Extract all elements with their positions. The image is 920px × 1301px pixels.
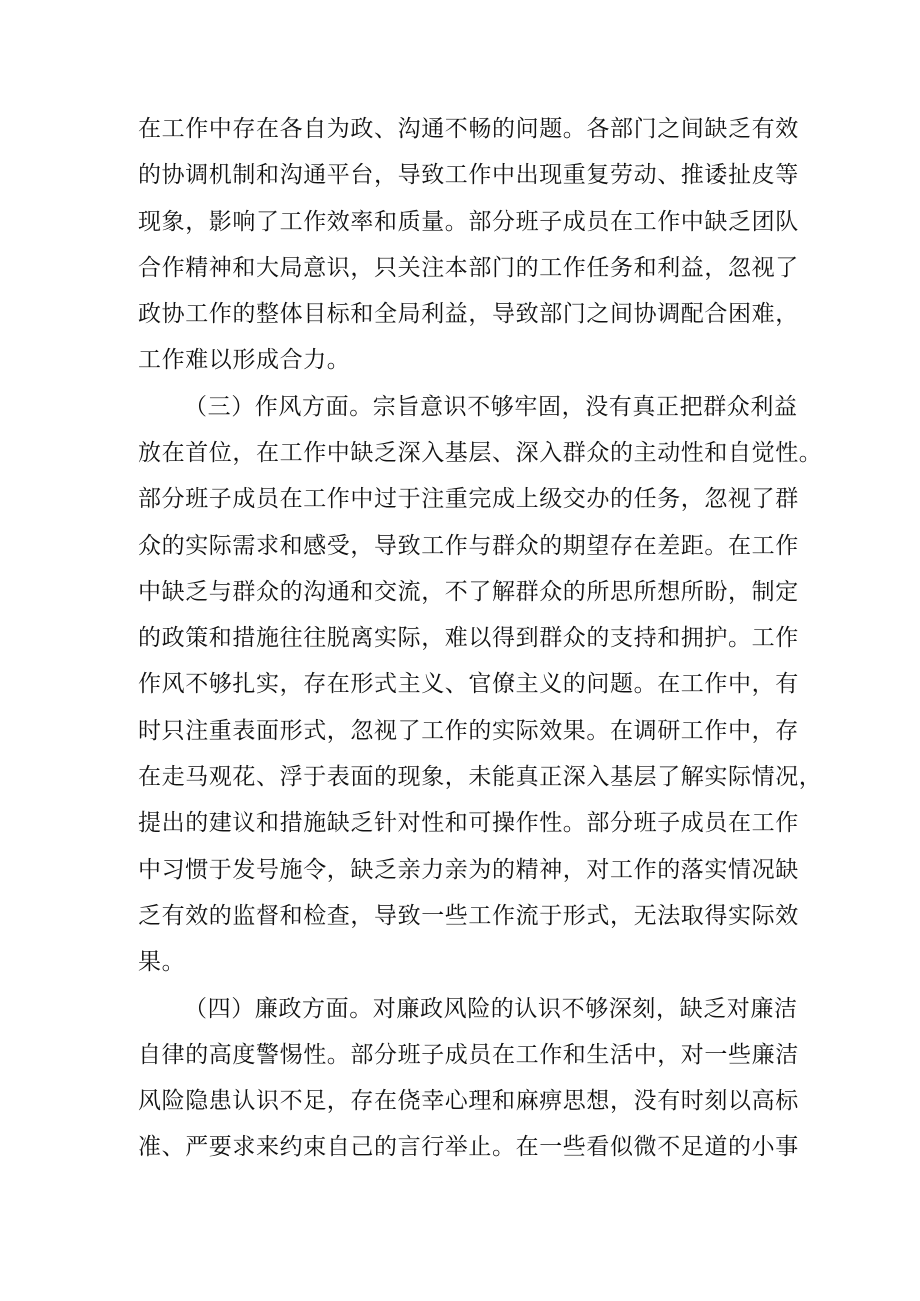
text-line: 放在首位，在工作中缺乏深入基层、深入群众的主动性和自觉性。	[138, 440, 823, 466]
text-line: 准、严要求来约束自己的言行举止。在一些看似微不足道的小事	[138, 1134, 799, 1160]
text-line: 的政策和措施往往脱离实际，难以得到群众的支持和拥护。工作	[138, 625, 799, 651]
text-line: 作风不够扎实，存在形式主义、官僚主义的问题。在工作中，有	[138, 671, 799, 697]
text-line: 中缺乏与群众的沟通和交流，不了解群众的所思所想所盼，制定	[138, 579, 799, 605]
text-line: 时只注重表面形式，忽视了工作的实际效果。在调研工作中，存	[138, 718, 799, 744]
text-line: 合作精神和大局意识，只关注本部门的工作任务和利益，忽视了	[138, 255, 799, 281]
text-line: 中习惯于发号施令，缺乏亲力亲为的精神，对工作的落实情况缺	[138, 857, 799, 883]
text-line: 现象，影响了工作效率和质量。部分班子成员在工作中缺乏团队	[138, 209, 799, 235]
text-line: 工作难以形成合力。	[138, 347, 351, 373]
text-line: 政协工作的整体目标和全局利益，导致部门之间协调配合困难，	[138, 301, 799, 327]
text-line: 部分班子成员在工作中过于注重完成上级交办的任务，忽视了群	[138, 486, 799, 512]
text-line: 果。	[138, 949, 186, 975]
text-line: 在工作中存在各自为政、沟通不畅的问题。各部门之间缺乏有效	[138, 116, 799, 142]
text-line: 众的实际需求和感受，导致工作与群众的期望存在差距。在工作	[138, 533, 799, 559]
text-line: 乏有效的监督和检查，导致一些工作流于形式，无法取得实际效	[138, 903, 799, 929]
paragraph-heading-line: （三）作风方面。宗旨意识不够牢固，没有真正把群众利益	[184, 394, 798, 420]
text-line: 的协调机制和沟通平台，导致工作中出现重复劳动、推诿扯皮等	[138, 162, 799, 188]
text-line: 自律的高度警惕性。部分班子成员在工作和生活中，对一些廉洁	[138, 1042, 799, 1068]
text-line: 风险隐患认识不足，存在侥幸心理和麻痹思想，没有时刻以高标	[138, 1088, 799, 1114]
paragraph-heading-line: （四）廉政方面。对廉政风险的认识不够深刻，缺乏对廉洁	[184, 996, 798, 1022]
text-line: 提出的建议和措施缺乏针对性和可操作性。部分班子成员在工作	[138, 810, 799, 836]
text-line: 在走马观花、浮于表面的现象，未能真正深入基层了解实际情况，	[138, 764, 823, 790]
